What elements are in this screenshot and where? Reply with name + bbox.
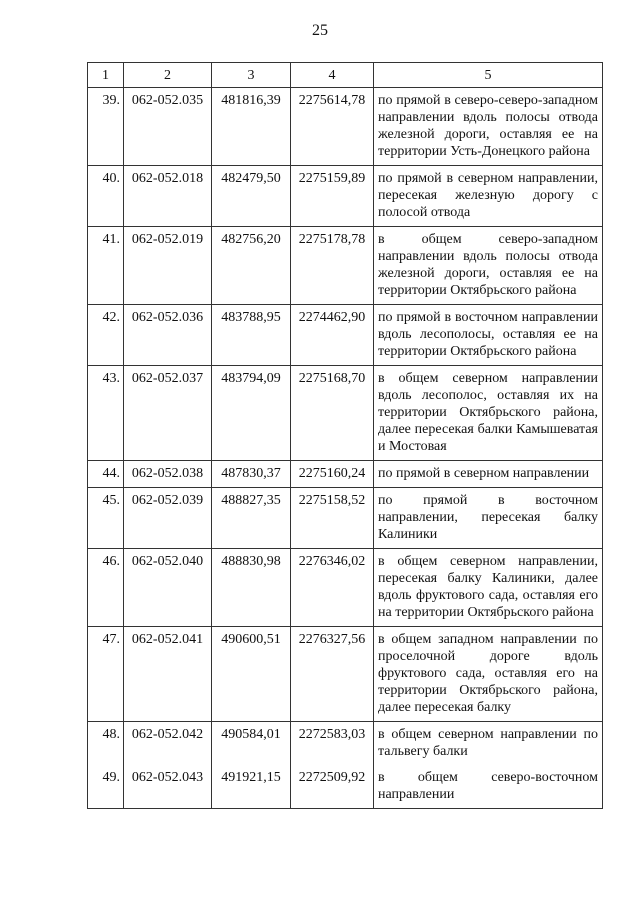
point-code: 062-052.037 [124,366,212,461]
boundary-description: по прямой в северо-северо-западном направлении вдоль полосы отвода железной дороги, оставляя ее на территории Усть-Донецкого района [374,88,603,166]
header-col-5: 5 [374,63,603,88]
point-code: 062-052.040 [124,549,212,627]
coordinate-y: 2275614,78 [291,88,374,166]
point-code: 062-052.043 [124,765,212,809]
point-code: 062-052.036 [124,305,212,366]
row-number: 48. [88,722,124,766]
coordinate-x: 482756,20 [212,227,291,305]
point-code: 062-052.041 [124,627,212,722]
coordinate-y: 2275160,24 [291,461,374,488]
point-code: 062-052.039 [124,488,212,549]
boundary-description: в общем северо-западном направлении вдоль полосы отвода железной дороги, оставляя ее на территории Октябрьского района [374,227,603,305]
coordinate-y: 2276346,02 [291,549,374,627]
row-number: 39. [88,88,124,166]
coordinate-x: 490584,01 [212,722,291,766]
row-number: 47. [88,627,124,722]
coordinate-y: 2275168,70 [291,366,374,461]
coordinate-y: 2276327,56 [291,627,374,722]
table-row [88,627,603,722]
coordinate-y: 2272583,03 [291,722,374,766]
boundary-description: по прямой в восточном направлении, пересекая балку Калиники [374,488,603,549]
row-number: 40. [88,166,124,227]
row-number: 41. [88,227,124,305]
boundary-points-table [87,62,603,809]
boundary-description: по прямой в восточном направлении вдоль лесополосы, оставляя ее на территории Октябрьского района [374,305,603,366]
table-row [88,366,603,461]
header-col-4: 4 [291,63,374,88]
point-code: 062-052.038 [124,461,212,488]
coordinate-x: 483794,09 [212,366,291,461]
row-number: 46. [88,549,124,627]
header-col-2: 2 [124,63,212,88]
table-row [88,166,603,227]
row-number: 42. [88,305,124,366]
coordinate-x: 488827,35 [212,488,291,549]
boundary-description: в общем западном направлении по проселочной дороге вдоль фруктового сада, оставляя его на территории Октябрьского района, далее пересекая балку [374,627,603,722]
table-row [88,305,603,366]
page-number: 25 [312,22,328,39]
header-col-3: 3 [212,63,291,88]
row-number: 49. [88,765,124,809]
coordinate-x: 491921,15 [212,765,291,809]
table-row [88,227,603,305]
coordinate-y: 2272509,92 [291,765,374,809]
coordinate-y: 2274462,90 [291,305,374,366]
table-row [88,461,603,488]
table-row [88,88,603,166]
boundary-description: по прямой в северном направлении, пересекая железную дорогу с полосой отвода [374,166,603,227]
coordinate-y: 2275158,52 [291,488,374,549]
coordinate-x: 490600,51 [212,627,291,722]
coordinate-y: 2275159,89 [291,166,374,227]
point-code: 062-052.019 [124,227,212,305]
coordinate-x: 487830,37 [212,461,291,488]
coordinate-x: 488830,98 [212,549,291,627]
boundary-description: по прямой в северном направлении [374,461,603,488]
boundary-description: в общем северном направлении по тальвегу балки [374,722,603,766]
table-row [88,549,603,627]
boundary-description: в общем северо-восточном направлении [374,765,603,809]
coordinate-x: 483788,95 [212,305,291,366]
coordinate-x: 481816,39 [212,88,291,166]
coordinate-x: 482479,50 [212,166,291,227]
boundary-description: в общем северном направлении вдоль лесополос, оставляя их на территории Октябрьского района, далее пересекая балки Камышеватая и Мостовая [374,366,603,461]
point-code: 062-052.042 [124,722,212,766]
boundary-description: в общем северном направлении, пересекая балку Калиники, далее вдоль фруктового сада, оставляя его на территории Октябрьского района [374,549,603,627]
table-row [88,488,603,549]
table-row [88,765,603,809]
table-header-row [88,63,603,88]
header-col-1: 1 [88,63,124,88]
table-row [88,722,603,766]
row-number: 44. [88,461,124,488]
point-code: 062-052.035 [124,88,212,166]
row-number: 45. [88,488,124,549]
point-code: 062-052.018 [124,166,212,227]
coordinate-y: 2275178,78 [291,227,374,305]
row-number: 43. [88,366,124,461]
